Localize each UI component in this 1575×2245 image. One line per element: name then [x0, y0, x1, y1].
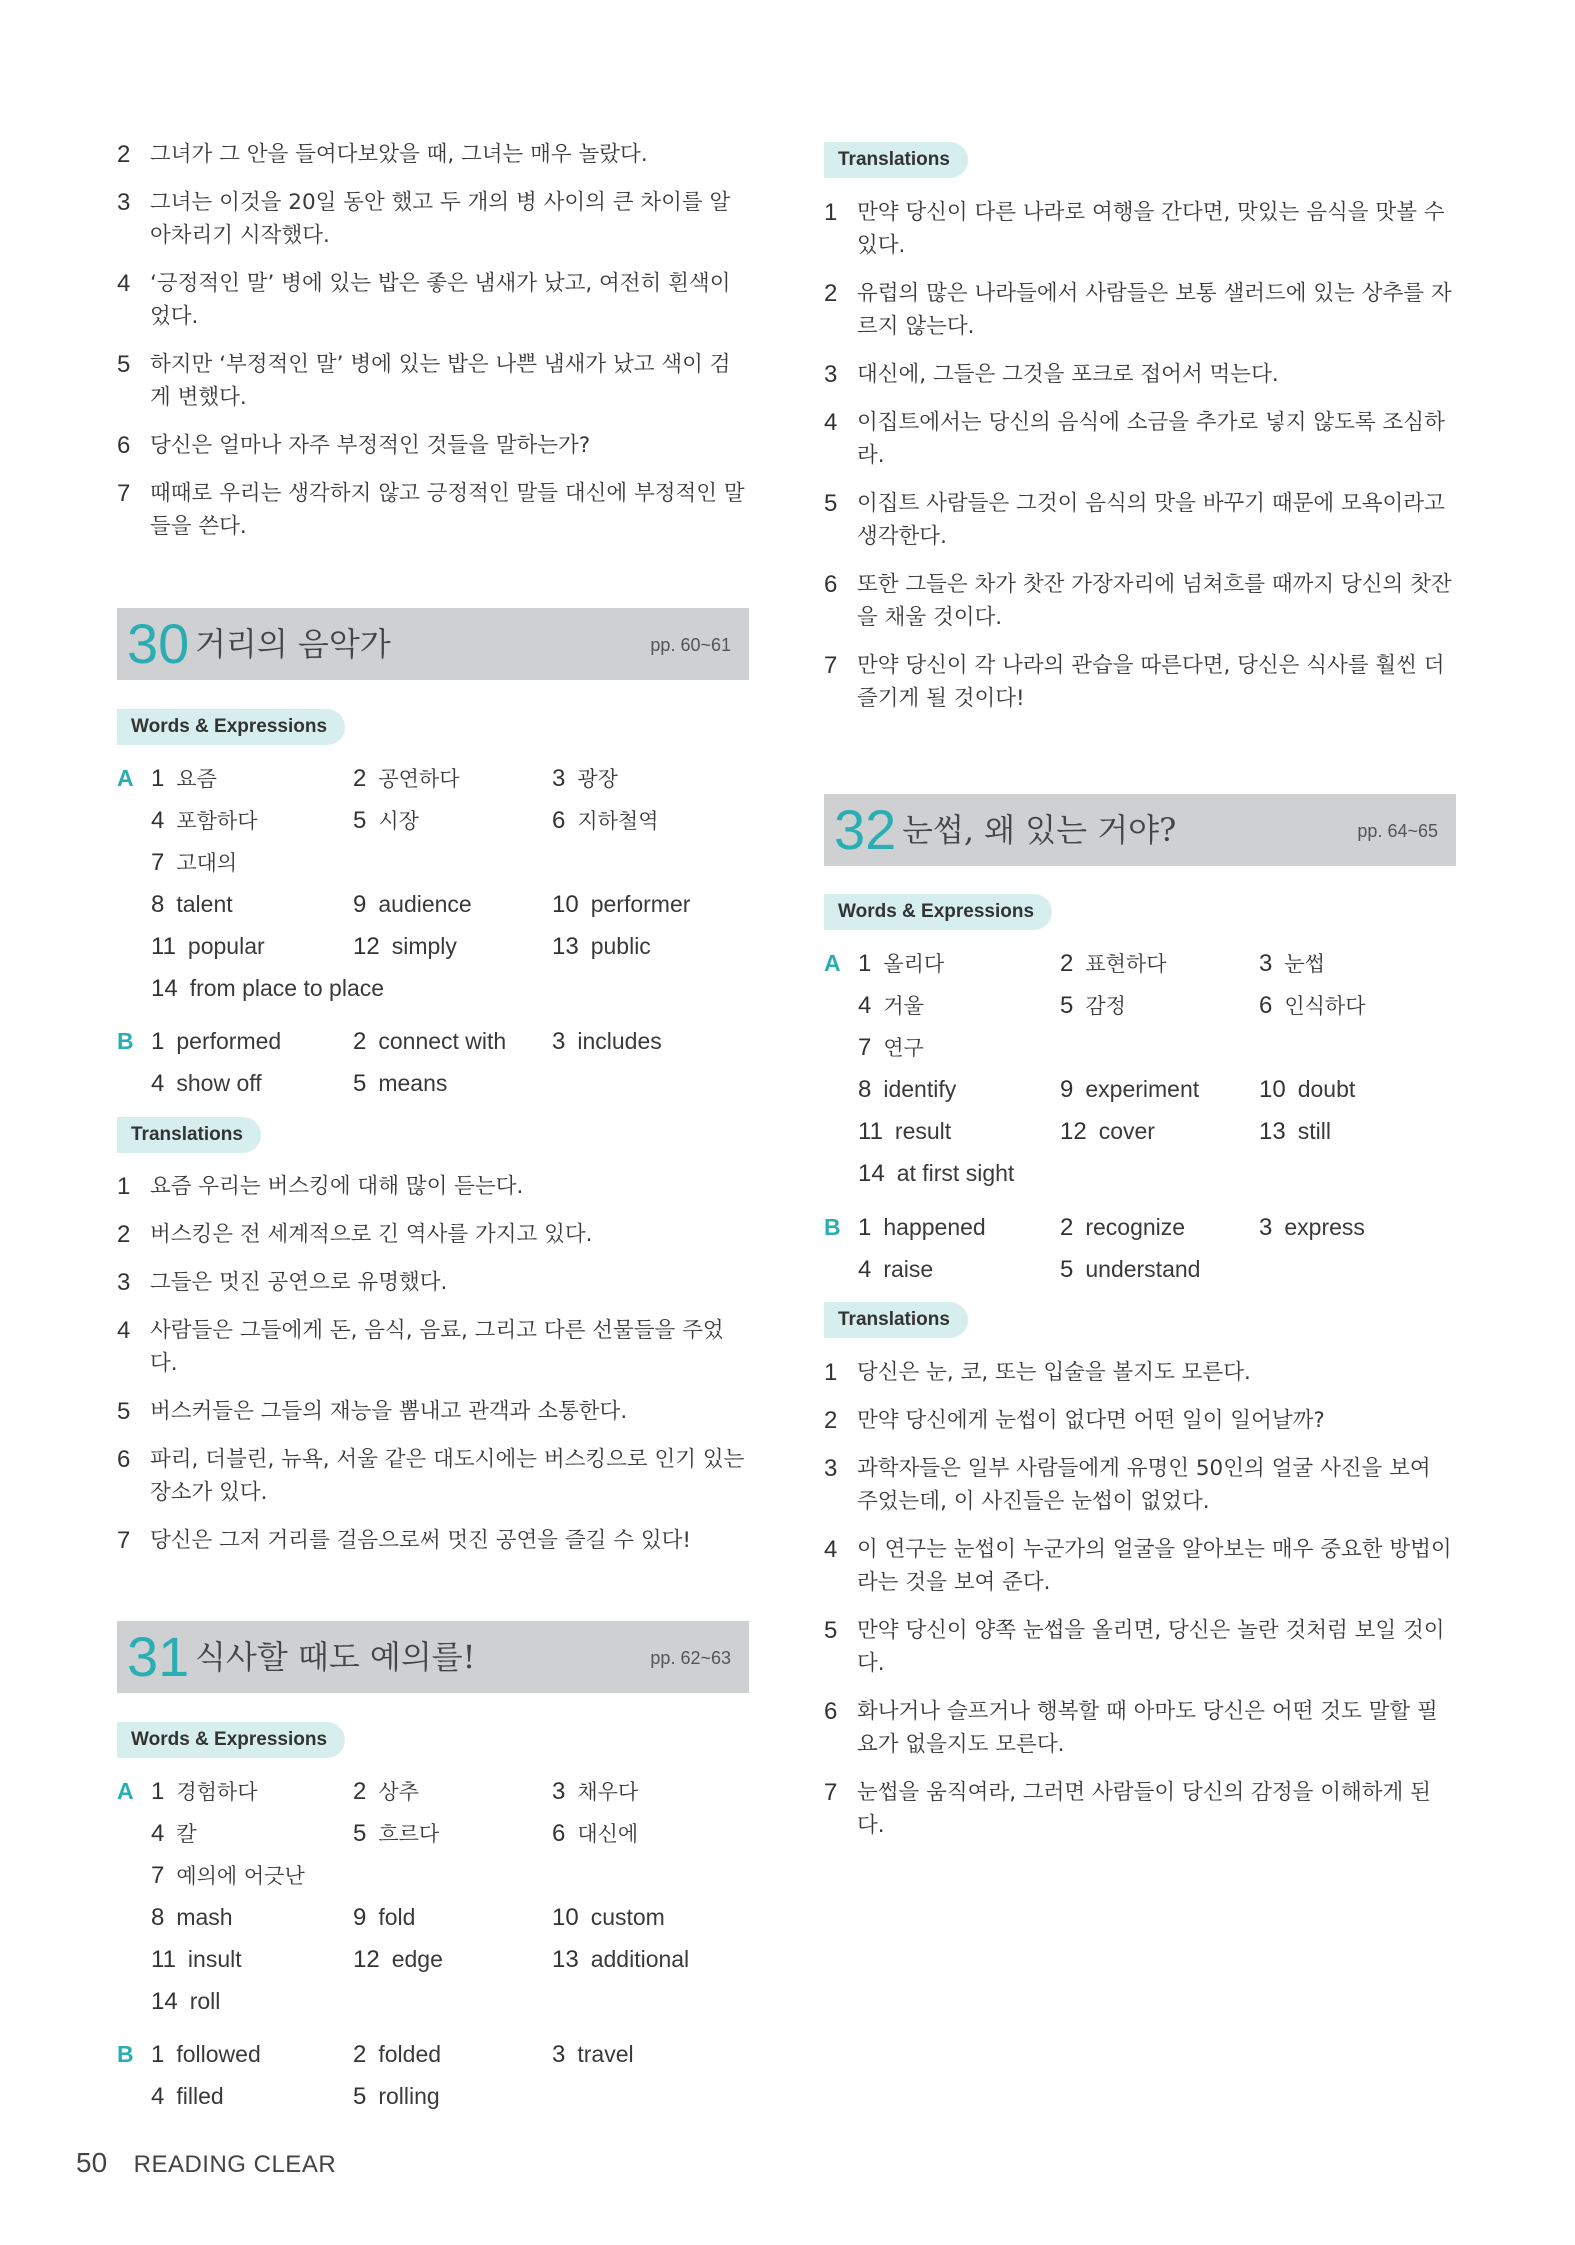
- translation-item: 4 이 연구는 눈썹이 누군가의 얼굴을 알아보는 매우 중요한 방법이라는 것을 보여 준다.: [824, 1536, 1452, 1595]
- word-cell: 9 audience: [353, 891, 472, 918]
- section-letter-b: B: [117, 2041, 134, 2067]
- word-cell: 4 거울: [858, 992, 924, 1019]
- word-cell: 3 채우다: [552, 1778, 639, 1805]
- word-cell: 14 from place to place: [151, 975, 385, 1002]
- translation-item: 3 그들은 멋진 공연으로 유명했다.: [117, 1269, 448, 1296]
- word-row: [824, 942, 1456, 984]
- translation-item: 7 때때로 우리는 생각하지 않고 긍정적인 말들 대신에 부정적인 말들을 쓴다.: [117, 480, 745, 539]
- unit31-words-b: [117, 2033, 749, 2117]
- translation-item: 1 만약 당신이 다른 나라로 여행을 간다면, 맛있는 음식을 맛볼 수 있다.: [824, 199, 1445, 258]
- word-cell: 14 at first sight: [858, 1160, 1015, 1187]
- word-cell: 12 simply: [353, 933, 457, 960]
- word-cell: 7 연구: [858, 1034, 924, 1061]
- word-row: [117, 1062, 749, 1104]
- word-row: [117, 799, 749, 841]
- unit30-words-b: [117, 1020, 749, 1104]
- unit31-words-a: [117, 1770, 749, 2022]
- word-row: [117, 1770, 749, 1812]
- unit-number: 31: [127, 1625, 190, 1688]
- word-row: [117, 925, 749, 967]
- word-cell: 4 칼: [151, 1820, 197, 1847]
- translation-item: 2 유럽의 많은 나라들에서 사람들은 보통 샐러드에 있는 상추를 자르지 않는다.: [824, 280, 1452, 339]
- translation-item: 3 과학자들은 일부 사람들에게 유명인 50인의 얼굴 사진을 보여 주었는데, 이 사진들은 눈썹이 없었다.: [824, 1455, 1431, 1514]
- words-expressions-label: Words & Expressions: [824, 894, 1052, 930]
- unit31-header: [117, 1621, 749, 1693]
- word-row: [824, 1206, 1456, 1248]
- translation-item: 4 사람들은 그들에게 돈, 음식, 음료, 그리고 다른 선물들을 주었다.: [117, 1317, 724, 1376]
- word-cell: 5 rolling: [353, 2083, 440, 2110]
- translation-item: 2 그녀가 그 안을 들여다보았을 때, 그녀는 매우 놀랐다.: [117, 141, 648, 168]
- word-cell: 4 포함하다: [151, 807, 258, 834]
- word-row: [117, 1020, 749, 1062]
- word-cell: 3 includes: [552, 1028, 662, 1055]
- word-row: [117, 883, 749, 925]
- word-cell: 2 folded: [353, 2041, 442, 2068]
- unit31-translations-list: [824, 196, 1456, 730]
- word-cell: 7 고대의: [151, 849, 238, 876]
- word-cell: 8 identify: [858, 1076, 957, 1103]
- unit29-translations-list: [117, 138, 749, 558]
- translation-item: 1 요즘 우리는 버스킹에 대해 많이 듣는다.: [117, 1173, 524, 1200]
- word-row: [824, 1248, 1456, 1290]
- translation-item: 5 버스커들은 그들의 재능을 뽐내고 관객과 소통한다.: [117, 1398, 628, 1425]
- word-cell: 4 raise: [858, 1256, 934, 1283]
- word-cell: 1 요즘: [151, 765, 217, 792]
- word-row: [117, 2033, 749, 2075]
- word-cell: 11 result: [858, 1118, 952, 1145]
- unit30-words-a: [117, 757, 749, 1009]
- word-cell: 14 roll: [151, 1988, 221, 2015]
- translation-item: 4 이집트에서는 당신의 음식에 소금을 추가로 넣지 않도록 조심하라.: [824, 409, 1445, 468]
- word-cell: 10 doubt: [1259, 1076, 1356, 1103]
- word-cell: 12 edge: [353, 1946, 443, 1973]
- word-row: [117, 967, 749, 1009]
- translation-item: 3 그녀는 이것을 20일 동안 했고 두 개의 병 사이의 큰 차이를 알아차리기 시작했다.: [117, 189, 731, 248]
- word-cell: 5 감정: [1060, 992, 1126, 1019]
- word-cell: 13 public: [552, 933, 651, 960]
- translations-label: Translations: [824, 142, 968, 178]
- translation-item: 5 이집트 사람들은 그것이 음식의 맛을 바꾸기 때문에 모욕이라고 생각한다.: [824, 490, 1445, 549]
- translation-item: 2 만약 당신에게 눈썹이 없다면 어떤 일이 일어날까?: [824, 1407, 1325, 1434]
- word-cell: 4 show off: [151, 1070, 262, 1097]
- page-number: 50: [76, 2147, 108, 2178]
- word-cell: 3 travel: [552, 2041, 634, 2068]
- word-row: [117, 1938, 749, 1980]
- translation-item: 7 만약 당신이 각 나라의 관습을 따른다면, 당신은 식사를 훨씬 더 즐기게 될 것이다!: [824, 652, 1445, 711]
- word-row: [824, 1110, 1456, 1152]
- word-cell: 2 공연하다: [353, 765, 460, 792]
- word-cell: 12 cover: [1060, 1118, 1155, 1145]
- word-cell: 6 지하철역: [552, 807, 659, 834]
- word-cell: 3 광장: [552, 765, 618, 792]
- word-cell: 5 시장: [353, 807, 419, 834]
- section-letter-a: A: [117, 765, 134, 791]
- word-cell: 10 custom: [552, 1904, 665, 1931]
- word-cell: 2 recognize: [1060, 1214, 1186, 1241]
- word-row: [824, 1152, 1456, 1194]
- word-cell: 2 상추: [353, 1778, 419, 1805]
- unit-pages: pp. 64~65: [1357, 821, 1438, 841]
- word-cell: 1 올리다: [858, 950, 945, 977]
- unit32-words-b: [824, 1206, 1456, 1290]
- unit-pages: pp. 62~63: [650, 1648, 731, 1668]
- word-row: [824, 1068, 1456, 1110]
- unit32-translations-list: [824, 1356, 1456, 1857]
- translation-item: 7 당신은 그저 거리를 걸음으로써 멋진 공연을 즐길 수 있다!: [117, 1527, 691, 1554]
- word-cell: 11 popular: [151, 933, 265, 960]
- translation-item: 5 만약 당신이 양쪽 눈썹을 올리면, 당신은 놀란 것처럼 보일 것이다.: [824, 1617, 1445, 1676]
- word-row: [117, 841, 749, 883]
- word-row: [117, 1854, 749, 1896]
- word-row: [117, 757, 749, 799]
- word-cell: 5 understand: [1060, 1256, 1201, 1283]
- word-cell: 3 눈썹: [1259, 950, 1325, 977]
- translation-item: 5 하지만 ‘부정적인 말’ 병에 있는 밥은 나쁜 냄새가 났고 색이 검게 변했다.: [117, 351, 731, 410]
- translations-label: Translations: [117, 1117, 261, 1153]
- page-footer: [76, 2147, 336, 2179]
- section-letter-a: A: [824, 950, 841, 976]
- word-cell: 6 인식하다: [1259, 992, 1366, 1019]
- word-row: [117, 1896, 749, 1938]
- word-cell: 7 예의에 어긋난: [151, 1862, 305, 1889]
- word-cell: 2 connect with: [353, 1028, 507, 1055]
- translation-item: 6 또한 그들은 차가 찻잔 가장자리에 넘쳐흐를 때까지 당신의 찻잔을 채울 것이다.: [824, 571, 1452, 630]
- translation-item: 6 파리, 더블린, 뉴욕, 서울 같은 대도시에는 버스킹으로 인기 있는 장소가 있다.: [117, 1446, 745, 1505]
- translations-label: Translations: [824, 1302, 968, 1338]
- unit-title: 식사할 때도 예의를!: [195, 1638, 476, 1676]
- unit-title: 눈썹, 왜 있는 거야?: [902, 811, 1177, 849]
- word-row: [117, 1812, 749, 1854]
- word-row: [824, 984, 1456, 1026]
- word-cell: 3 express: [1259, 1214, 1365, 1241]
- words-expressions-label: Words & Expressions: [117, 1722, 345, 1758]
- word-cell: 13 additional: [552, 1946, 690, 1973]
- unit-number: 32: [834, 798, 897, 861]
- section-letter-b: B: [824, 1214, 841, 1240]
- word-cell: 1 performed: [151, 1028, 282, 1055]
- section-letter-a: A: [117, 1778, 134, 1804]
- unit30-translations-list: [117, 1170, 749, 1572]
- translation-item: 1 당신은 눈, 코, 또는 입술을 볼지도 모른다.: [824, 1359, 1251, 1386]
- word-row: [824, 1026, 1456, 1068]
- word-cell: 9 experiment: [1060, 1076, 1200, 1103]
- translation-item: 6 화나거나 슬프거나 행복할 때 아마도 당신은 어떤 것도 말할 필요가 없을지도 모른다.: [824, 1698, 1438, 1757]
- word-cell: 10 performer: [552, 891, 691, 918]
- word-cell: 1 경험하다: [151, 1778, 258, 1805]
- unit-title: 거리의 음악가: [195, 625, 391, 663]
- word-cell: 13 still: [1259, 1118, 1331, 1145]
- translation-item: 7 눈썹을 움직여라, 그러면 사람들이 당신의 감정을 이해하게 된다.: [824, 1779, 1431, 1838]
- word-cell: 5 흐르다: [353, 1820, 440, 1847]
- translation-item: 4 ‘긍정적인 말’ 병에 있는 밥은 좋은 냄새가 났고, 여전히 흰색이었다.: [117, 270, 731, 329]
- translation-item: 6 당신은 얼마나 자주 부정적인 것들을 말하는가?: [117, 432, 591, 459]
- translation-item: 3 대신에, 그들은 그것을 포크로 접어서 먹는다.: [824, 361, 1279, 388]
- unit30-header: [117, 608, 749, 680]
- word-cell: 1 followed: [151, 2041, 261, 2068]
- unit32-words-a: [824, 942, 1456, 1194]
- word-cell: 11 insult: [151, 1946, 242, 1973]
- translation-item: 2 버스킹은 전 세계적으로 긴 역사를 가지고 있다.: [117, 1221, 593, 1248]
- unit-pages: pp. 60~61: [650, 635, 731, 655]
- word-cell: 9 fold: [353, 1904, 416, 1931]
- words-expressions-label: Words & Expressions: [117, 709, 345, 745]
- word-cell: 1 happened: [858, 1214, 986, 1241]
- word-row: [117, 2075, 749, 2117]
- book-title: READING CLEAR: [133, 2151, 337, 2178]
- word-row: [117, 1980, 749, 2022]
- word-cell: 8 mash: [151, 1904, 233, 1931]
- section-letter-b: B: [117, 1028, 134, 1054]
- unit-number: 30: [127, 612, 190, 675]
- word-cell: 6 대신에: [552, 1820, 639, 1847]
- word-cell: 4 filled: [151, 2083, 224, 2110]
- unit32-header: [824, 794, 1456, 866]
- word-cell: 5 means: [353, 1070, 448, 1097]
- word-cell: 8 talent: [151, 891, 233, 918]
- word-cell: 2 표현하다: [1060, 950, 1167, 977]
